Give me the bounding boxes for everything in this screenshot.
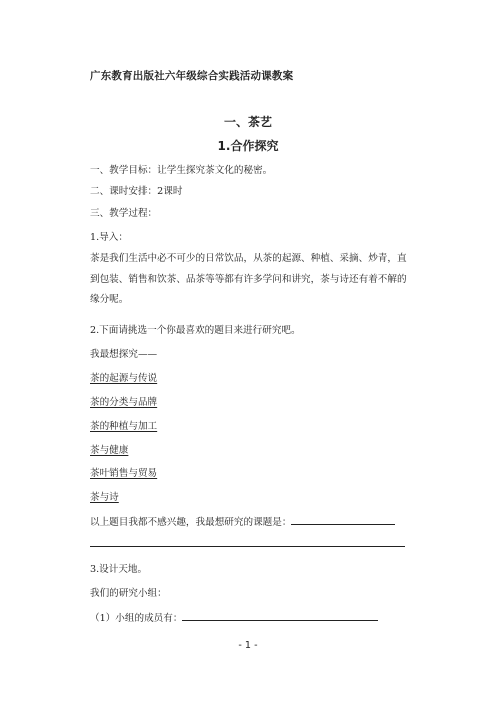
section-title: 一、茶艺	[223, 115, 272, 129]
sub-title: 1.合作探究	[217, 139, 279, 153]
intro-paragraph: 茶是我们生活中必不可少的日常饮品，从茶的起源、种植、采摘、炒青，直到包装、销售和饮茶、品茶等等都有许多学问和讲究，茶与诗还有着不解的缘分呢。	[90, 253, 407, 305]
group-members-row	[90, 611, 378, 625]
topic-planting-processing[interactable]: 茶的种植与加工	[90, 421, 158, 432]
class-schedule: 二、课时安排：2课时	[90, 186, 183, 197]
topic-tea-poetry[interactable]: 茶与诗	[90, 492, 119, 503]
page-number: - 1 -	[238, 640, 258, 651]
custom-topic-blank[interactable]	[291, 515, 395, 525]
step-2-instruction: 2.下面请挑选一个你最喜欢的题目来进行研究吧。	[90, 325, 301, 336]
intro-heading: 1.导入：	[90, 232, 128, 243]
custom-topic-label: 以上题目我都不感兴趣，我最想研究的课题是：	[90, 517, 292, 528]
teaching-process: 三、教学过程：	[90, 208, 158, 219]
topic-tea-health[interactable]: 茶与健康	[90, 445, 129, 456]
topic-origin-legend[interactable]: 茶的起源与传说	[90, 373, 158, 384]
want-explore-label: 我最想探究——	[90, 349, 158, 360]
topic-classification-brand[interactable]: 茶的分类与品牌	[90, 397, 158, 408]
document-header-title: 广东教育出版社六年级综合实践活动课教案	[90, 70, 294, 82]
custom-topic-row	[90, 515, 395, 529]
step-3-heading: 3.设计天地。	[90, 564, 148, 575]
group-members-label: （1）小组的成员有：	[90, 613, 183, 624]
teaching-goal: 一、教学目标：让学生探究茶文化的秘密。	[90, 165, 273, 176]
group-members-blank[interactable]	[182, 611, 378, 621]
answer-line[interactable]	[90, 546, 405, 547]
research-group-label: 我们的研究小组：	[90, 588, 167, 599]
topic-sales-trade[interactable]: 茶叶销售与贸易	[90, 468, 158, 479]
